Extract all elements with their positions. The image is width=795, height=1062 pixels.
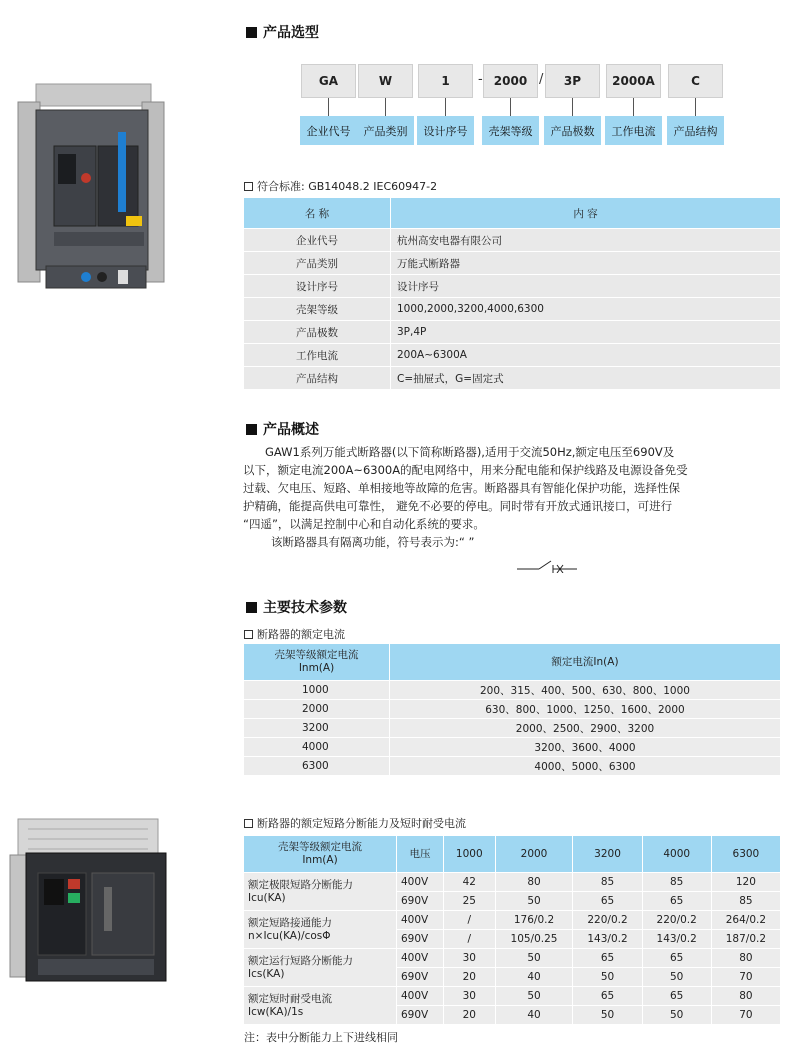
- table-row: 690V / 105/0.25 143/0.2 143/0.2 187/0.2: [244, 930, 781, 949]
- code-separator-dash: -: [478, 72, 483, 87]
- breaking-capacity-title: 断路器的额定短路分断能力及短时耐受电流: [244, 815, 466, 831]
- code-label-current: 工作电流: [605, 116, 662, 145]
- overview-line: 过载、欠电压、短路、单相接地等故障的危害。断路器具有智能化保护功能，选择性保: [243, 481, 680, 495]
- header-2000: 2000: [495, 836, 573, 873]
- header-voltage: 电压: [397, 836, 444, 873]
- header-3200: 3200: [573, 836, 642, 873]
- table-header-row: [244, 836, 781, 873]
- table-row: 工作电流 200A~6300A: [244, 344, 781, 367]
- header-frame-current: 壳架等级额定电流: [274, 649, 359, 661]
- table-header-row: [244, 644, 781, 681]
- table-row: 2000 630、800、1000、1250、1600、2000: [244, 700, 781, 719]
- table-note: 注：表中分断能力上下进线相同: [244, 1031, 398, 1044]
- code-label-category: 产品类别: [357, 116, 414, 145]
- overview-line: “四遥”，以满足控制中心和自动化系统的要求。: [243, 517, 485, 531]
- code-label-design: 设计序号: [417, 116, 474, 145]
- overview-line: 以下，额定电流200A~6300A的配电网络中，用来分配电能和保护线路及电源设备免受: [243, 463, 688, 477]
- section-square-icon: [246, 424, 257, 435]
- table-row: 产品极数 3P,4P: [244, 321, 781, 344]
- table-row: 额定极限短路分断能力 Icu(KA) 400V 42 80 85 85 120: [244, 873, 781, 892]
- code-box-enterprise: GA: [301, 64, 356, 98]
- table-row: 690V 25 50 65 65 85: [244, 892, 781, 911]
- section-square-icon: [246, 602, 257, 613]
- code-box-current: 2000A: [606, 64, 661, 98]
- rated-current-table: [243, 643, 781, 776]
- connector-line: [445, 98, 446, 116]
- table-row: 企业代号 杭州高安电器有限公司: [244, 229, 781, 252]
- table-row: 额定短时耐受电流 Icw(KA)/1s 400V 30 50 65 65 80: [244, 987, 781, 1006]
- code-box-category: W: [358, 64, 413, 98]
- header-frame-current: 壳架等级额定电流: [278, 841, 362, 853]
- code-box-frame: 2000: [483, 64, 538, 98]
- table-row: 产品结构 C=抽屉式，G=固定式: [244, 367, 781, 390]
- overview-line: 护精确，能提高供电可靠性， 避免不必要的停电。同时带有开放式通讯接口，可进行: [243, 499, 673, 513]
- code-box-structure: C: [668, 64, 723, 98]
- table-row: 1000 200、315、400、500、630、800、1000: [244, 681, 781, 700]
- table-row: 6300 4000、5000、6300: [244, 757, 781, 776]
- product-image-drawout-breaker: [14, 82, 169, 297]
- table-row: 额定短路接通能力 n×Icu(KA)/cosΦ 400V / 176/0.2 220/0.2 220/0.2 264/0.2: [244, 911, 781, 930]
- table-row: 3200 2000、2500、2900、3200: [244, 719, 781, 738]
- code-box-design: 1: [418, 64, 473, 98]
- checkbox-square-icon: [244, 182, 253, 191]
- product-image-fixed-breaker: [8, 815, 173, 987]
- connector-line: [633, 98, 634, 116]
- rated-current-title: 断路器的额定电流: [244, 626, 345, 642]
- code-box-poles: 3P: [545, 64, 600, 98]
- connector-line: [695, 98, 696, 116]
- standard-title: 符合标准: GB14048.2 IEC60947-2: [244, 178, 437, 194]
- overview-section-title: 产品概述: [246, 419, 319, 439]
- header-4000: 4000: [642, 836, 711, 873]
- code-label-structure: 产品结构: [667, 116, 724, 145]
- code-label-frame: 壳架等级: [482, 116, 539, 145]
- selection-section-title: 产品选型: [246, 22, 319, 42]
- header-name: 名 称: [244, 198, 391, 229]
- header-content: 内 容: [391, 198, 781, 229]
- overview-paragraph: [243, 443, 781, 551]
- overview-line: GAW1系列万能式断路器(以下简称断路器),适用于交流50Hz,额定电压至690V及: [265, 445, 675, 459]
- code-separator-slash: /: [539, 72, 544, 87]
- header-rated-current: 额定电流In(A): [390, 644, 781, 681]
- table-row: 产品类别 万能式断路器: [244, 252, 781, 275]
- connector-line: [510, 98, 511, 116]
- header-1000: 1000: [444, 836, 496, 873]
- connector-line: [328, 98, 329, 116]
- table-row: 690V 20 40 50 50 70: [244, 1006, 781, 1025]
- symbol-line: 该断路器具有隔离功能，符号表示为:“ ”: [271, 535, 475, 549]
- table-row: 4000 3200、3600、4000: [244, 738, 781, 757]
- breaking-capacity-table: [243, 835, 781, 1025]
- table-row: 壳架等级 1000,2000,3200,4000,6300: [244, 298, 781, 321]
- header-inm: Inm(A): [298, 662, 335, 674]
- table-header-row: [244, 198, 781, 229]
- table-row: 设计序号 设计序号: [244, 275, 781, 298]
- table-row: 额定运行短路分断能力 Ics(KA) 400V 30 50 65 65 80: [244, 949, 781, 968]
- checkbox-square-icon: [244, 630, 253, 639]
- checkbox-square-icon: [244, 819, 253, 828]
- code-label-poles: 产品极数: [544, 116, 601, 145]
- code-label-enterprise: 企业代号: [300, 116, 357, 145]
- table-row: 690V 20 40 50 50 70: [244, 968, 781, 987]
- connector-line: [572, 98, 573, 116]
- section-square-icon: [246, 27, 257, 38]
- standard-table: [243, 197, 781, 390]
- isolation-symbol-icon: [515, 555, 585, 573]
- header-inm: Inm(A): [302, 854, 338, 866]
- tech-section-title: 主要技术参数: [246, 597, 347, 617]
- header-6300: 6300: [711, 836, 780, 873]
- connector-line: [385, 98, 386, 116]
